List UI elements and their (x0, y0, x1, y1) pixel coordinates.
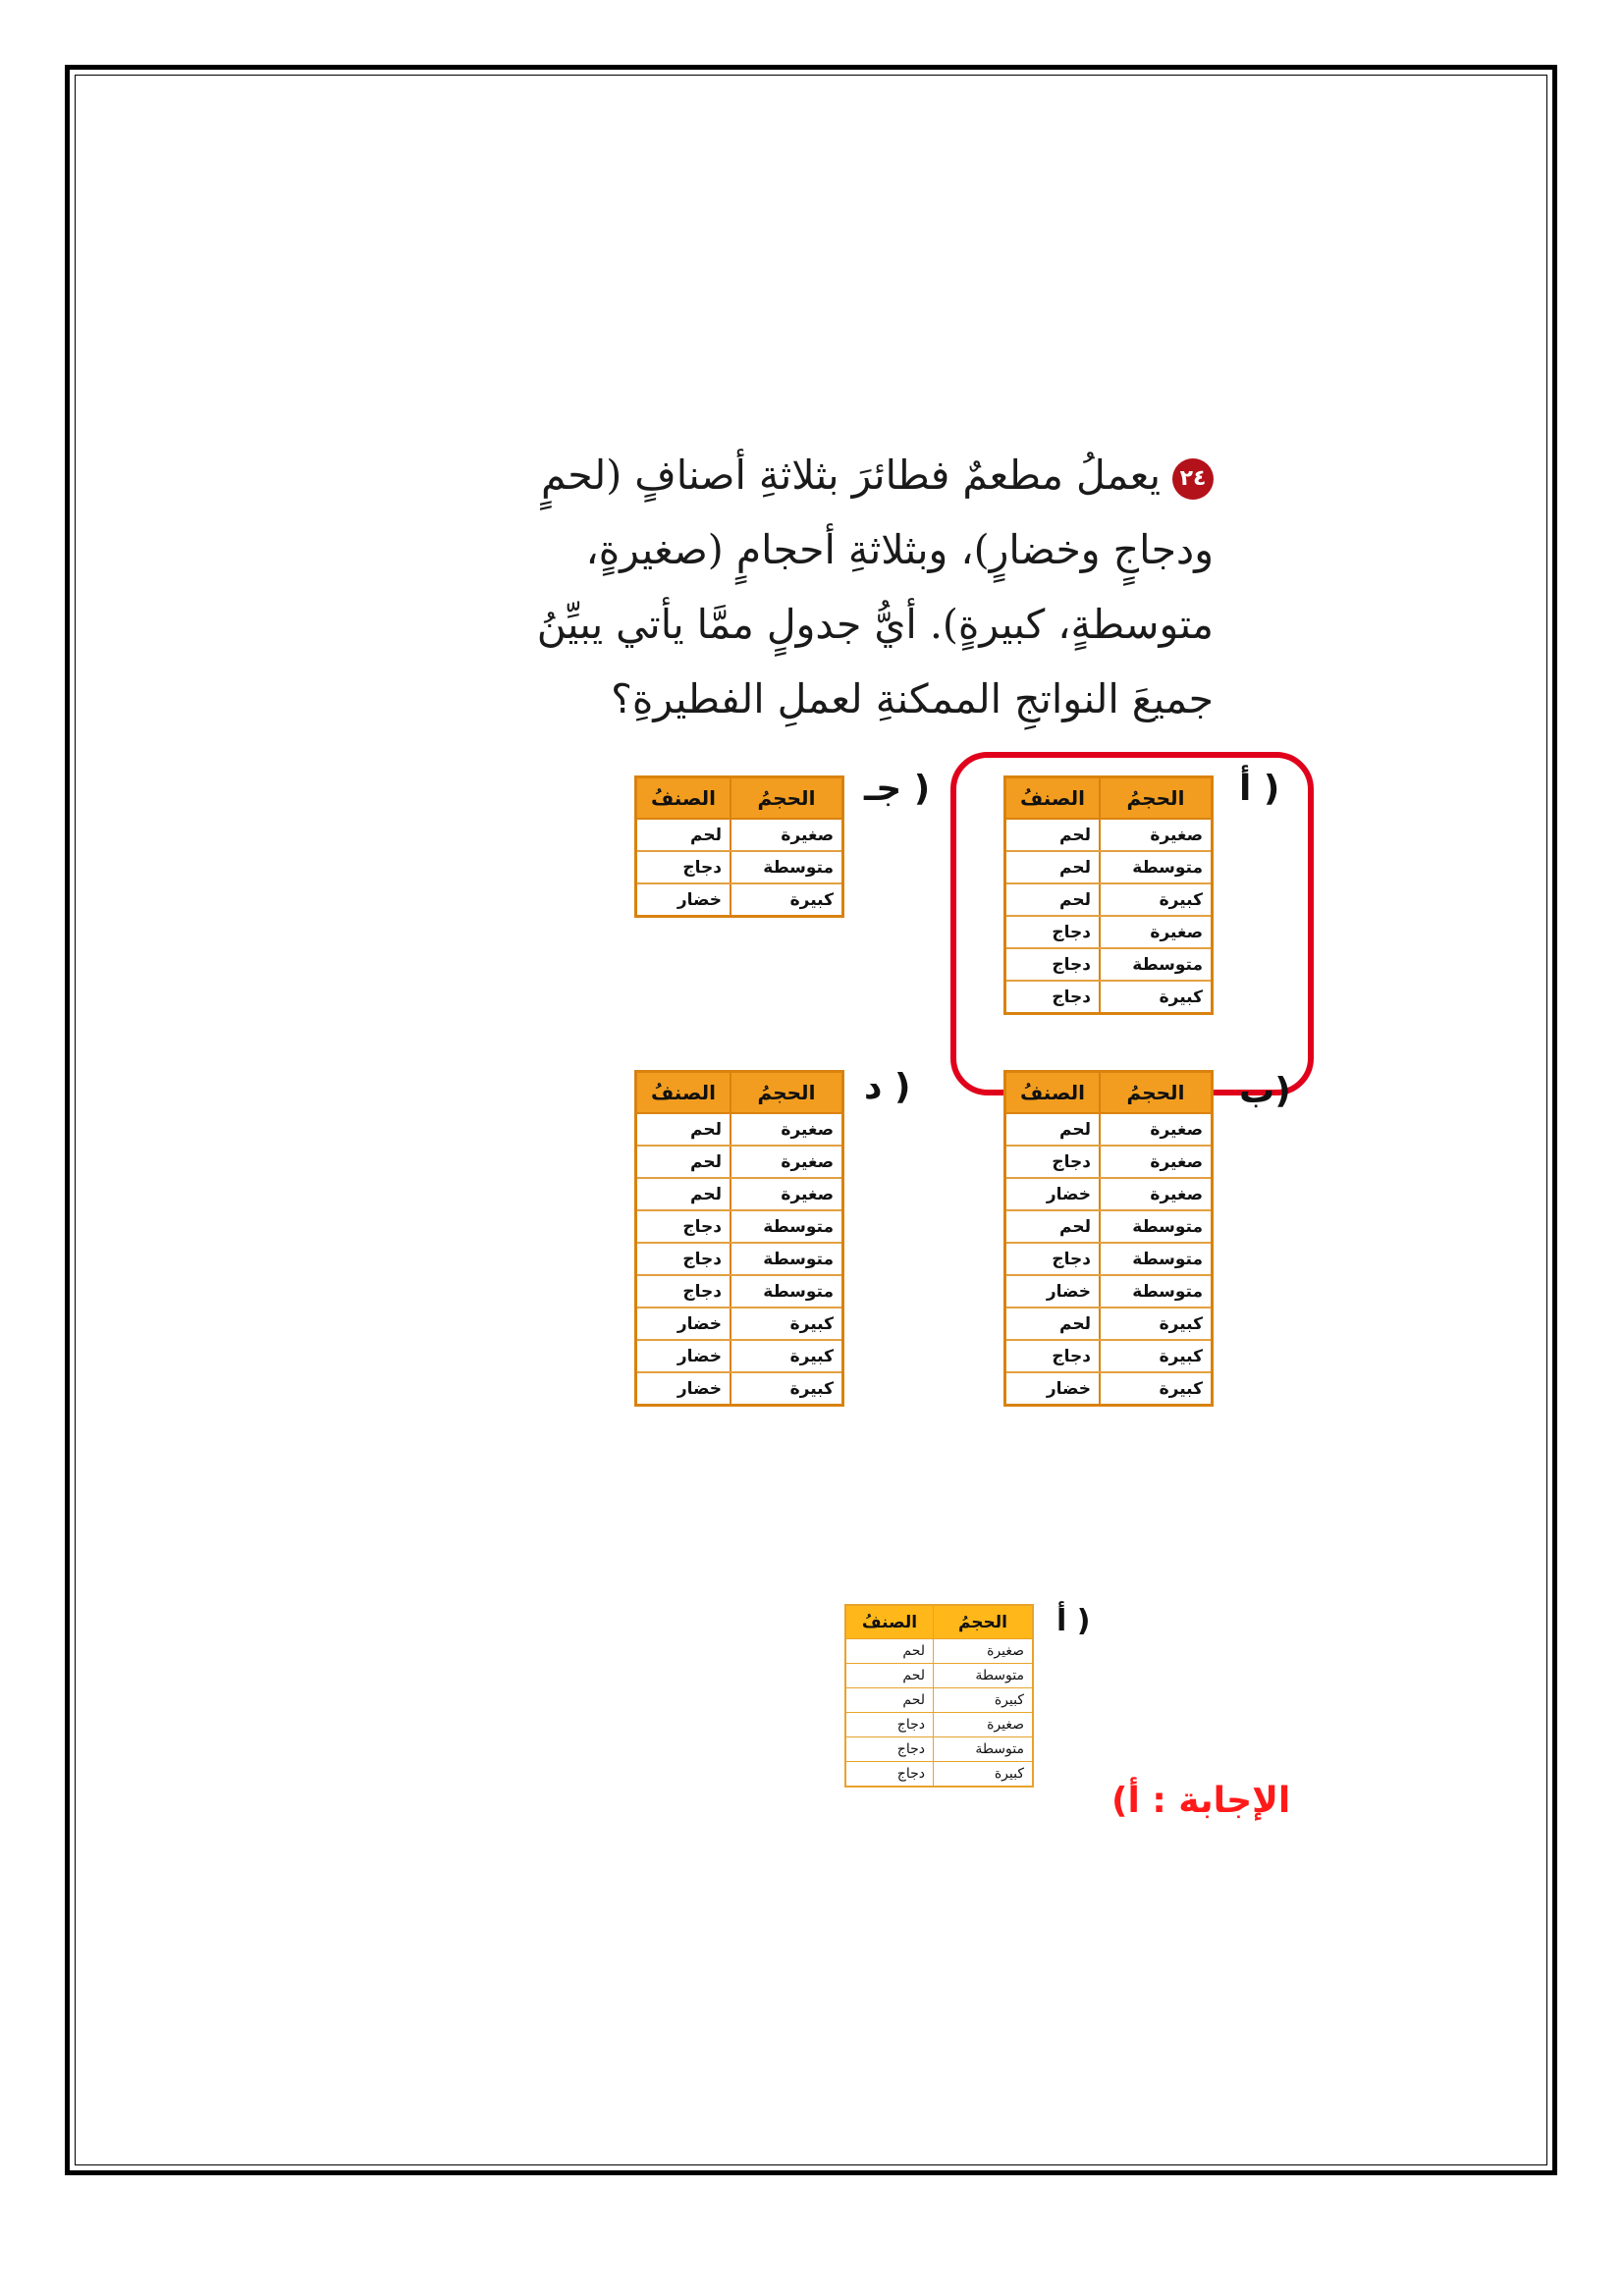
cell-size: صغيرة (1100, 1178, 1213, 1210)
answer-text: الإجابة : أ) (1111, 1781, 1291, 1821)
cell-size: متوسطة (731, 1275, 843, 1308)
cell-size: متوسطة (1100, 1275, 1213, 1308)
cell-type: خضار (636, 1372, 731, 1406)
cell-type: دجاج (636, 1275, 731, 1308)
table-row (636, 819, 843, 851)
option-c-label[interactable]: جـ ) (864, 769, 931, 809)
cell-type: لحم (845, 1688, 934, 1713)
table-row (636, 1275, 843, 1308)
table-row (845, 1639, 1033, 1664)
table-row (636, 1113, 843, 1146)
cell-size: صغيرة (934, 1713, 1034, 1737)
option-b-table-wrap (1003, 1070, 1214, 1407)
option-a-label[interactable]: أ ) (1239, 769, 1280, 809)
cell-size: صغيرة (731, 1146, 843, 1178)
cell-type: خضار (636, 883, 731, 917)
question-number-badge: ٢٤ (1172, 458, 1214, 500)
cell-size: متوسطة (1100, 1243, 1213, 1275)
table-row (1005, 981, 1213, 1014)
table-row (1005, 948, 1213, 981)
table-row (1005, 1243, 1213, 1275)
cell-type: لحم (636, 1178, 731, 1210)
cell-size: صغيرة (1100, 1113, 1213, 1146)
cell-type: خضار (1005, 1275, 1101, 1308)
header-type: الصنفُ (1005, 1072, 1101, 1114)
header-type: الصنفُ (845, 1605, 934, 1639)
cell-type: لحم (636, 1146, 731, 1178)
cell-size: كبيرة (1100, 883, 1213, 916)
cell-type: دجاج (845, 1713, 934, 1737)
cell-type: دجاج (636, 851, 731, 883)
table-row (636, 1340, 843, 1372)
table-row (1005, 1275, 1213, 1308)
cell-size: متوسطة (731, 1210, 843, 1243)
table-row (636, 1210, 843, 1243)
cell-size: متوسطة (1100, 1210, 1213, 1243)
option-d-table (634, 1070, 844, 1407)
header-size: الحجمُ (1100, 1072, 1213, 1114)
header-type: الصنفُ (636, 1072, 731, 1114)
cell-size: متوسطة (934, 1737, 1034, 1762)
table-row (636, 851, 843, 883)
cell-type: لحم (1005, 883, 1101, 916)
header-type: الصنفُ (636, 777, 731, 820)
cell-type: لحم (636, 1113, 731, 1146)
table-row (636, 1243, 843, 1275)
table-row (636, 1372, 843, 1406)
option-a-table (1003, 775, 1214, 1015)
table-row (1005, 1372, 1213, 1406)
table-row (636, 1308, 843, 1340)
cell-size: صغيرة (1100, 819, 1213, 851)
table-row (1005, 819, 1213, 851)
table-row (636, 1178, 843, 1210)
cell-type: خضار (1005, 1178, 1101, 1210)
cell-type: لحم (1005, 1113, 1101, 1146)
table-row (1005, 1210, 1213, 1243)
table-row (1005, 1146, 1213, 1178)
cell-type: لحم (845, 1639, 934, 1664)
cell-size: كبيرة (731, 1372, 843, 1406)
answer-table-label: أ ) (1056, 1604, 1091, 1638)
option-c-table-wrap (634, 775, 844, 918)
cell-size: متوسطة (731, 1243, 843, 1275)
cell-type: دجاج (1005, 1340, 1101, 1372)
option-d-label[interactable]: د ) (864, 1067, 911, 1107)
cell-size: كبيرة (1100, 981, 1213, 1014)
cell-size: متوسطة (731, 851, 843, 883)
option-c-table (634, 775, 844, 918)
table-row (1005, 1113, 1213, 1146)
header-size: الحجمُ (934, 1605, 1034, 1639)
table-row (845, 1737, 1033, 1762)
cell-size: كبيرة (1100, 1372, 1213, 1406)
cell-size: صغيرة (1100, 916, 1213, 948)
cell-type: لحم (1005, 819, 1101, 851)
cell-type: دجاج (1005, 981, 1101, 1014)
cell-type: دجاج (1005, 948, 1101, 981)
cell-size: كبيرة (731, 883, 843, 917)
cell-size: كبيرة (1100, 1308, 1213, 1340)
cell-type: خضار (636, 1308, 731, 1340)
table-row (845, 1664, 1033, 1688)
cell-type: لحم (636, 819, 731, 851)
cell-size: صغيرة (934, 1639, 1034, 1664)
cell-size: صغيرة (731, 819, 843, 851)
question-text: يعملُ مطعمٌ فطائرَ بثلاثةِ أصنافٍ (لحمٍ ودجاجٍ وخضارٍ)، وبثلاثةِ أحجامٍ (صغيرةٍ، متوسطةٍ، كبيرةٍ). أيُّ جدولٍ ممَّا يأتي يبيِّنُ جميعَ النواتجِ الممكنةِ لعملِ الفطيرةِ؟ (536, 452, 1214, 722)
cell-size: متوسطة (1100, 948, 1213, 981)
cell-type: دجاج (636, 1243, 731, 1275)
cell-size: صغيرة (731, 1113, 843, 1146)
answer-table (844, 1604, 1034, 1788)
cell-size: كبيرة (1100, 1340, 1213, 1372)
table-row (1005, 883, 1213, 916)
cell-size: صغيرة (731, 1178, 843, 1210)
cell-type: دجاج (1005, 916, 1101, 948)
cell-type: دجاج (845, 1737, 934, 1762)
question-block (497, 438, 1214, 736)
table-row (845, 1713, 1033, 1737)
header-type: الصنفُ (1005, 777, 1101, 820)
cell-type: خضار (1005, 1372, 1101, 1406)
table-row (1005, 1308, 1213, 1340)
option-b-label[interactable]: ب) (1239, 1071, 1291, 1111)
table-row (636, 1146, 843, 1178)
answer-table-wrap (844, 1604, 1034, 1788)
cell-size: كبيرة (934, 1762, 1034, 1788)
cell-type: لحم (1005, 851, 1101, 883)
cell-type: دجاج (845, 1762, 934, 1788)
cell-type: دجاج (1005, 1146, 1101, 1178)
table-row (1005, 851, 1213, 883)
table-row (636, 883, 843, 917)
cell-size: متوسطة (1100, 851, 1213, 883)
table-row (845, 1688, 1033, 1713)
cell-size: كبيرة (731, 1308, 843, 1340)
table-row (845, 1762, 1033, 1788)
cell-type: لحم (845, 1664, 934, 1688)
table-row (1005, 1178, 1213, 1210)
cell-size: كبيرة (731, 1340, 843, 1372)
cell-size: صغيرة (1100, 1146, 1213, 1178)
header-size: الحجمُ (731, 1072, 843, 1114)
cell-size: متوسطة (934, 1664, 1034, 1688)
header-size: الحجمُ (1100, 777, 1213, 820)
cell-size: كبيرة (934, 1688, 1034, 1713)
header-size: الحجمُ (731, 777, 843, 820)
table-row (1005, 1340, 1213, 1372)
option-a-table-wrap (1003, 775, 1214, 1015)
cell-type: لحم (1005, 1210, 1101, 1243)
cell-type: لحم (1005, 1308, 1101, 1340)
cell-type: دجاج (1005, 1243, 1101, 1275)
option-b-table (1003, 1070, 1214, 1407)
option-d-table-wrap (634, 1070, 844, 1407)
cell-type: دجاج (636, 1210, 731, 1243)
cell-type: خضار (636, 1340, 731, 1372)
table-row (1005, 916, 1213, 948)
